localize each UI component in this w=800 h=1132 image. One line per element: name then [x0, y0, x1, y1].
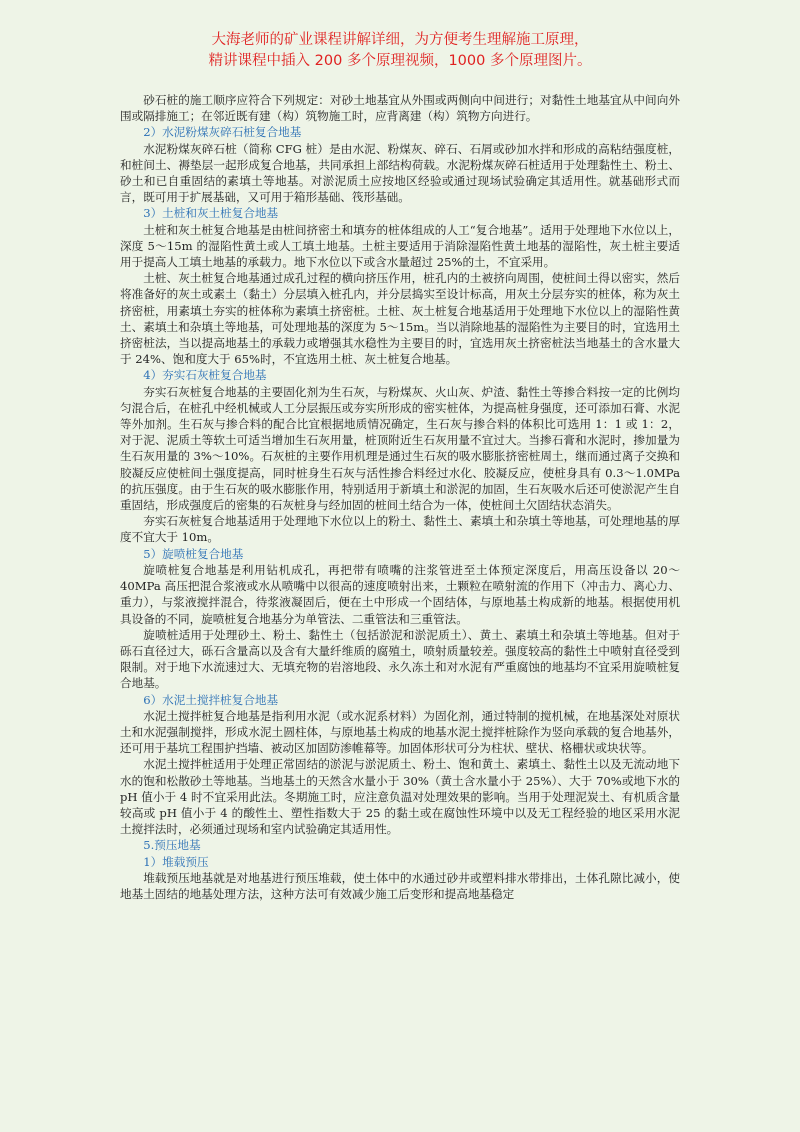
- paragraph-soil-lime-pile-2: 土桩、灰土桩复合地基通过成孔过程的横向挤压作用，桩孔内的土被挤向周围，使桩间土得以密实，然后将准备好的灰土或素土（黏土）分层填入桩孔内，并分层捣实至设计标高，用灰土分层夯实的桩体，称为灰土挤密桩，用素填土夯实的桩体称为素填土挤密桩。土桩、灰土桩复合地基适用于处理地下水位以上的湿陷性黄土、素填土和杂填土等地基，可处理地基的深度为 5～15m。当以消除地基的湿陷性为主要目的时，宜选用土挤密桩法，当以提高地基土的承载力或增强其水稳性为主要目的时，宜选用灰土挤密桩法当地基土的含水量大于 24%、饱和度大于 65%时，不宜选用土桩、灰土桩复合地基。: [120, 271, 680, 367]
- paragraph-cement-mixing-pile-1: 水泥土搅拌桩复合地基是指利用水泥（或水泥系材料）为固化剂，通过特制的搅机械，在地基深处对原状土和水泥强制搅拌，形成水泥土圆柱体，与原地基土构成的地基水泥土搅拌桩除作为竖向承载的复合地基外，还可用于基坑工程围护挡墙、被动区加固防渗帷幕等。加固体形状可分为柱状、壁状、格栅状或块状等。: [120, 708, 680, 756]
- paragraph-gravel-pile-sequence: 砂石桩的施工顺序应符合下列规定：对砂土地基宜从外围或两侧向中间进行；对黏性土地基宜从中间向外围或隔排施工；在邻近既有建（构）筑物施工时，应背离建（构）筑物方向进行。: [120, 93, 680, 124]
- paragraph-jet-grout-pile-2: 旋喷桩适用于处理砂土、粉土、黏性土（包括淤泥和淤泥质土）、黄土、素填土和杂填土等地基。但对于砾石直径过大，砾石含量高以及含有大量纤维质的腐殖土，喷射质量较差。强度较高的黏性土中喷射直径受到限制。对于地下水流速过大、无填充物的岩溶地段、永久冻土和对水泥有严重腐蚀的地基均不宜采用旋喷桩复合地基。: [120, 627, 680, 691]
- heading-surcharge-preload: 1）堆载预压: [143, 854, 209, 869]
- paragraph-jet-grout-pile-1: 旋喷桩复合地基是利用钻机成孔，再把带有喷嘴的注浆管进至土体预定深度后，用高压设备以 20～40MPa 高压把混合浆液或水从喷嘴中以很高的速度喷射出来，土颗粒在喷射流的作用下（冲击力、离心力、重力），与浆液搅拌混合，待浆液凝固后，便在土中形成一个固结体，与原地基土构成新的地基。根据使用机具设备的不同，旋喷桩复合地基分为单管法、二重管法和三重管法。: [120, 562, 680, 626]
- promo-banner-line-1: 大海老师的矿业课程讲解详细，为方便考生理解施工原理，: [211, 32, 589, 48]
- paragraph-lime-pile-1: 夯实石灰桩复合地基的主要固化剂为生石灰，与粉煤灰、火山灰、炉渣、黏性土等掺合料按一定的比例均匀混合后，在桩孔中经机械或人工分层振压或夯实所形成的密实桩体，为提高桩身强度，还可添加石膏、水泥等外加剂。生石灰与掺合料的配合比宜根据地质情况确定，生石灰与掺合料的体积比可选用 1：1 或 1：2，对于泥、泥质土等软土可适当增加生石灰用量，桩顶附近生石灰用量不宜过大。当掺石膏和水泥时，掺加量为生石灰用量的 3%～10%。石灰桩的主要作用机理是通过生石灰的吸水膨胀挤密桩周土，继而通过离子交换和胶凝反应使桩间土强度提高，同时桩身生石灰与活性掺合料经过水化、胶凝反应，使桩身具有 0.3～1.0MPa 的抗压强度。由于生石灰的吸水膨胀作用，特别适用于新填土和淤泥的加固，生石灰吸水后还可使淤泥产生自重固结，形成强度后的密集的石灰桩身与经加固的桩间土结合为一体，使桩间土欠固结状态消失。: [120, 384, 680, 513]
- paragraph-soil-lime-pile-1: 土桩和灰土桩复合地基是由桩间挤密土和填夯的桩体组成的人工“复合地基”。适用于处理地下水位以上，深度 5～15m 的湿陷性黄土或人工填土地基。土桩主要适用于消除湿陷性黄土地基的湿陷性，灰土桩主要适用于提高人工填土地基的承载力。地下水位以下或含水量超过 25%的土，不宜采用。: [120, 222, 680, 270]
- promo-banner: [120, 30, 680, 72]
- heading-lime-pile: 4）夯实石灰桩复合地基: [143, 368, 267, 383]
- heading-jet-grout-pile: 5）旋喷桩复合地基: [143, 546, 244, 561]
- promo-banner-line-2: 精讲课程中插入 200 多个原理视频，1000 多个原理图片。: [208, 53, 592, 69]
- heading-preload-foundation: 5.预压地基: [143, 838, 201, 853]
- paragraph-cement-mixing-pile-2: 水泥土搅拌桩适用于处理正常固结的淤泥与淤泥质土、粉土、饱和黄土、素填土、黏性土以及无流动地下水的饱和松散砂土等地基。当地基土的天然含水量小于 30%（黄土含水量小于 25%）、大于 70%或地下水的 pH 值小于 4 时不宜采用此法。冬期施工时，应注意负温对处理效果的影响。当用于处理泥炭土、有机质含量较高或 pH 值小于 4 的酸性土、塑性指数大于 25 的黏土或在腐蚀性环境中以及无工程经验的地区采用水泥土搅拌法时，必须通过现场和室内试验确定其适用性。: [120, 757, 680, 837]
- document-body: [120, 92, 680, 902]
- heading-soil-lime-pile: 3）土桩和灰土桩复合地基: [143, 206, 279, 221]
- heading-cfg-pile: 2）水泥粉煤灰碎石桩复合地基: [143, 125, 302, 140]
- heading-cement-mixing-pile: 6）水泥土搅拌桩复合地基: [143, 692, 279, 707]
- paragraph-cfg-pile: 水泥粉煤灰碎石桩（简称 CFG 桩）是由水泥、粉煤灰、碎石、石屑或砂加水拌和形成的高粘结强度桩，和桩间土、褥垫层一起形成复合地基，共同承担上部结构荷载。水泥粉煤灰碎石桩适用于处理黏性土、粉土、砂土和已自重固结的素填土等地基。对淤泥质土应按地区经验或通过现场试验确定其适用性。就基础形式而言，既可用于扩展基础，又可用于箱形基础、筏形基础。: [120, 141, 680, 205]
- paragraph-lime-pile-2: 夯实石灰桩复合地基适用于处理地下水位以上的粉土、黏性土、素填土和杂填土等地基，可处理地基的厚度不宜大于 10m。: [120, 514, 680, 545]
- paragraph-surcharge-preload: 堆载预压地基就是对地基进行预压堆载，使土体中的水通过砂井或塑料排水带排出，土体孔隙比减小，使地基土固结的地基处理方法，这种方法可有效减少施工后变形和提高地基稳定: [120, 870, 680, 901]
